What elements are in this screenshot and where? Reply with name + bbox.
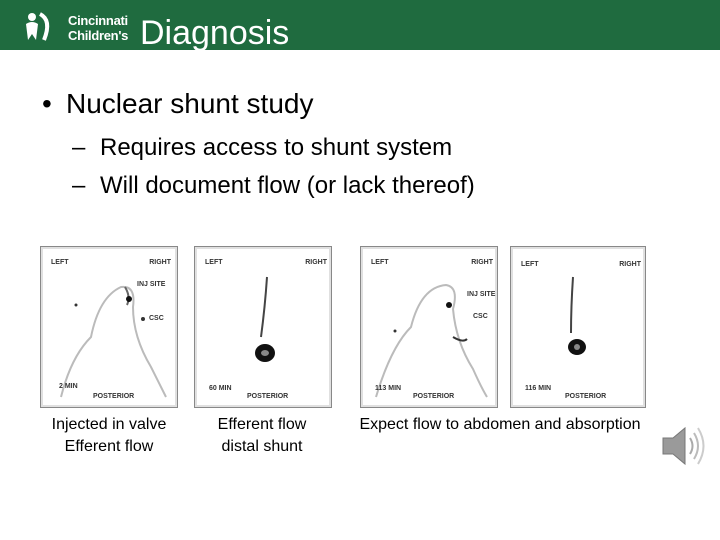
sub-bullet-1-text: Requires access to shunt system bbox=[100, 134, 453, 161]
sub-bullet-2 bbox=[72, 172, 475, 200]
dash-marker: – bbox=[72, 172, 86, 199]
scan-2-time-label: 60 MIN bbox=[209, 385, 232, 392]
scan-1-time-label: 2 MIN bbox=[59, 383, 78, 390]
speaker-icon[interactable] bbox=[657, 420, 709, 472]
logo-figure-icon bbox=[22, 10, 62, 44]
scan-1-right-label: RIGHT bbox=[149, 259, 171, 266]
scan-4-view-label: POSTERIOR bbox=[565, 393, 607, 400]
caption-1 bbox=[38, 414, 180, 458]
scan-image-1 bbox=[40, 246, 178, 408]
scan-2-view-label: POSTERIOR bbox=[247, 393, 289, 400]
scan-3-csc-label: CSC bbox=[473, 313, 488, 320]
scan-2-right-label: RIGHT bbox=[305, 259, 327, 266]
logo-line-1: Cincinnati bbox=[68, 13, 128, 28]
scan-3-view-label: POSTERIOR bbox=[413, 393, 455, 400]
scan-4-time-label: 116 MIN bbox=[525, 385, 552, 392]
main-bullet bbox=[42, 88, 313, 120]
scan-1-inj-label: INJ SITE bbox=[137, 281, 166, 288]
scan-3-time-label: 113 MIN bbox=[375, 385, 402, 392]
scan-image-2 bbox=[194, 246, 332, 408]
scan-2-graphic bbox=[195, 247, 331, 407]
main-bullet-text: Nuclear shunt study bbox=[66, 88, 314, 119]
scan-3-left-label: LEFT bbox=[371, 259, 389, 266]
caption-1-line-1: Injected in valve bbox=[51, 416, 167, 433]
bullet-dot: • bbox=[42, 88, 52, 119]
dash-marker: – bbox=[72, 134, 86, 161]
scan-3-graphic bbox=[361, 247, 497, 407]
scan-1-view-label: POSTERIOR bbox=[93, 393, 135, 400]
header-bar bbox=[0, 0, 720, 50]
caption-2 bbox=[206, 414, 318, 458]
logo-line-2: Children's bbox=[68, 28, 129, 43]
scan-4-left-label: LEFT bbox=[521, 261, 539, 268]
scan-4-right-label: RIGHT bbox=[619, 261, 641, 268]
scan-2-left-label: LEFT bbox=[205, 259, 223, 266]
sub-bullet-1 bbox=[72, 134, 452, 162]
scan-1-left-label: LEFT bbox=[51, 259, 69, 266]
caption-3: Expect flow to abdomen and absorption bbox=[359, 416, 641, 433]
scan-4-graphic bbox=[511, 247, 645, 407]
scan-3-right-label: RIGHT bbox=[471, 259, 493, 266]
caption-2-line-2: distal shunt bbox=[221, 438, 303, 455]
scan-image-3 bbox=[360, 246, 498, 408]
cincinnati-childrens-logo bbox=[22, 10, 132, 46]
scan-image-4 bbox=[510, 246, 646, 408]
sub-bullet-2-text: Will document flow (or lack thereof) bbox=[100, 172, 475, 199]
scan-1-csc-label: CSC bbox=[149, 315, 164, 322]
caption-2-line-1: Efferent flow bbox=[217, 416, 307, 433]
slide-title: Diagnosis bbox=[140, 14, 290, 52]
scan-3-inj-label: INJ SITE bbox=[467, 291, 496, 298]
caption-1-line-2: Efferent flow bbox=[64, 438, 154, 455]
